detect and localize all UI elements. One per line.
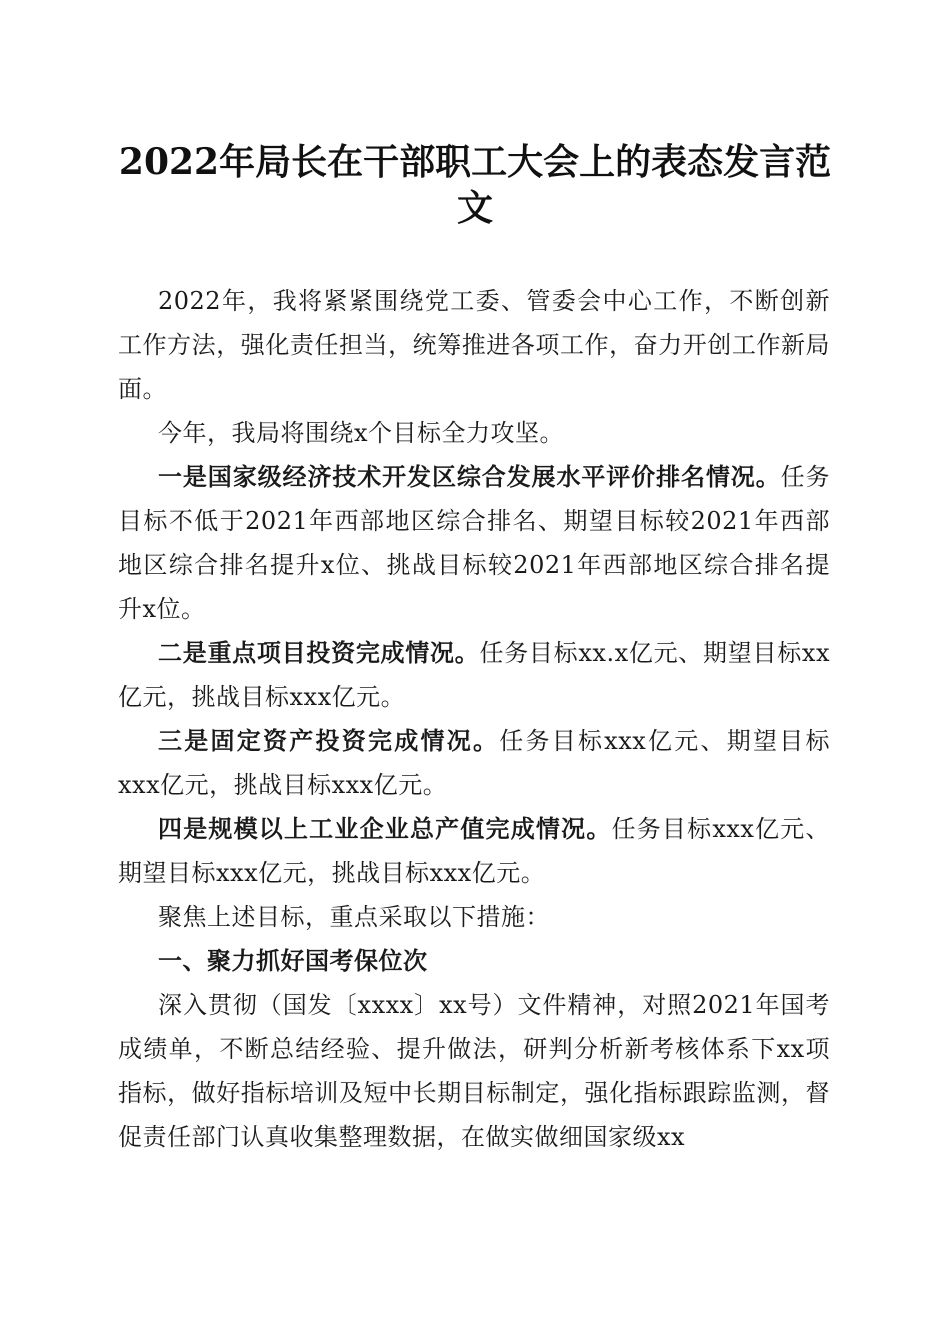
target-item-1 bbox=[118, 455, 830, 631]
measures-intro-paragraph: 聚焦上述目标，重点采取以下措施： bbox=[158, 903, 550, 931]
intro-paragraph: 2022年，我将紧紧围绕党工委、管委会中心工作，不断创新工作方法，强化责任担当，统筹推进各项工作，奋力开创工作新局面。 bbox=[118, 287, 830, 403]
document-body bbox=[118, 279, 830, 1159]
target-lead: 三是固定资产投资完成情况。 bbox=[158, 727, 500, 755]
target-lead: 四是规模以上工业企业总产值完成情况。 bbox=[158, 815, 612, 843]
section-heading: 一、聚力抓好国考保位次 bbox=[158, 947, 428, 975]
target-text: 任务目标xxx亿元、期望目标xxx亿元，挑战目标xxx亿元。 bbox=[118, 815, 831, 887]
target-text: 任务目标xxx亿元、期望目标xxx亿元，挑战目标xxx亿元。 bbox=[118, 727, 831, 799]
section-paragraph: 深入贯彻（国发〔xxxx〕xx号）文件精神，对照2021年国考成绩单，不断总结经验、提升做法，研判分析新考核体系下xx项指标，做好指标培训及短中长期目标制定，强化指标跟踪监测，督促责任部门认真收集整理数据，在做实做细国家级xx bbox=[118, 991, 830, 1151]
target-text: 任务目标xx.x亿元、期望目标xx亿元，挑战目标xxx亿元。 bbox=[118, 639, 831, 711]
targets-intro-paragraph: 今年，我局将围绕x个目标全力攻坚。 bbox=[158, 419, 565, 447]
document-title: 2022年局长在干部职工大会上的表态发言范文 bbox=[118, 141, 832, 229]
target-lead: 二是重点项目投资完成情况。 bbox=[158, 639, 480, 667]
target-text: 任务目标不低于2021年西部地区综合排名、期望目标较2021年西部地区综合排名提升x位、挑战目标较2021年西部地区综合排名提升x位。 bbox=[118, 463, 831, 623]
target-lead: 一是国家级经济技术开发区综合发展水平评价排名情况。 bbox=[158, 463, 781, 491]
target-item-4 bbox=[118, 807, 830, 895]
target-item-2 bbox=[118, 631, 830, 719]
target-item-3 bbox=[118, 719, 830, 807]
